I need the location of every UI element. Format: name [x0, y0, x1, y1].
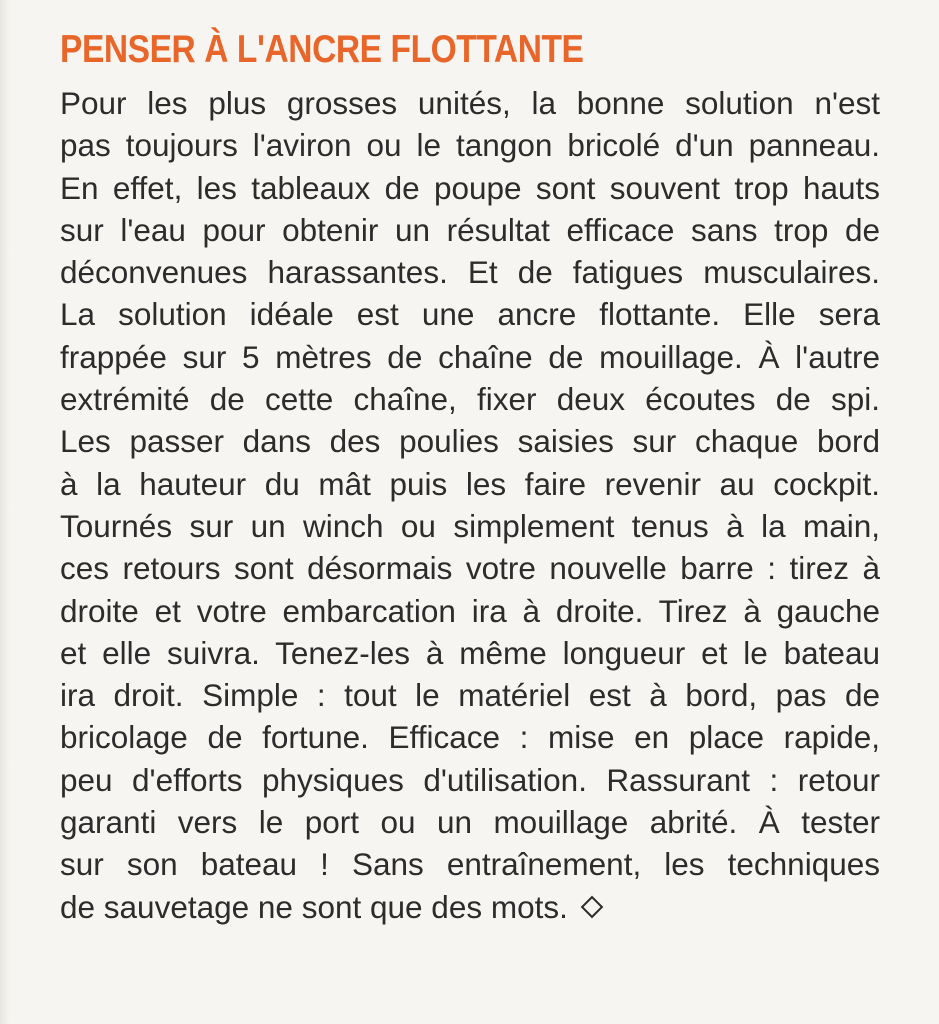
body-line: sur l'eau pour obtenir un résultat efficace sans trop de — [60, 211, 880, 248]
body-line: Tournés sur un winch ou simplement tenus à la main, — [60, 507, 880, 544]
body-line: ira droit. Simple : tout le matériel est à bord, pas de — [60, 677, 880, 714]
body-line: Pour les plus grosses unités, la bonne solution n'est — [60, 85, 880, 121]
body-line: sur son bateau ! Sans entraînement, les techniques — [60, 846, 880, 883]
body-line: Les passer dans des poulies saisies sur chaque bord — [60, 423, 880, 460]
body-line: frappée sur 5 mètres de chaîne de mouillage. À l'autre — [60, 338, 880, 375]
body-line: La solution idéale est une ancre flottante. Elle sera — [60, 296, 880, 333]
page-edge — [0, 0, 10, 1024]
article-title: PENSER À L'ANCRE FLOTTANTE — [60, 28, 584, 71]
body-line: pas toujours l'aviron ou le tangon bricolé d'un panneau. — [60, 127, 880, 164]
body-line: déconvenues harassantes. Et de fatigues musculaires. — [60, 254, 880, 291]
article-body — [60, 82, 880, 928]
body-line: et elle suivra. Tenez-les à même longueur et le bateau — [60, 634, 880, 671]
body-line: ces retours sont désormais votre nouvelle barre : tirez à — [60, 550, 880, 587]
body-line-text: de sauvetage ne sont que des mots. — [60, 888, 568, 925]
body-line-last — [60, 886, 880, 928]
body-line: garanti vers le port ou un mouillage abrité. À tester — [60, 804, 880, 841]
body-line: extrémité de cette chaîne, fixer deux écoutes de spi. — [60, 381, 880, 418]
body-line: droite et votre embarcation ira à droite. Tirez à gauche — [60, 592, 880, 629]
body-line: En effet, les tableaux de poupe sont souvent trop hauts — [60, 169, 880, 206]
body-line: peu d'efforts physiques d'utilisation. Rassurant : retour — [60, 761, 880, 798]
body-line: bricolage de fortune. Efficace : mise en place rapide, — [60, 719, 880, 756]
diamond-outline-icon — [581, 895, 604, 918]
body-line: à la hauteur du mât puis les faire revenir au cockpit. — [60, 465, 880, 502]
